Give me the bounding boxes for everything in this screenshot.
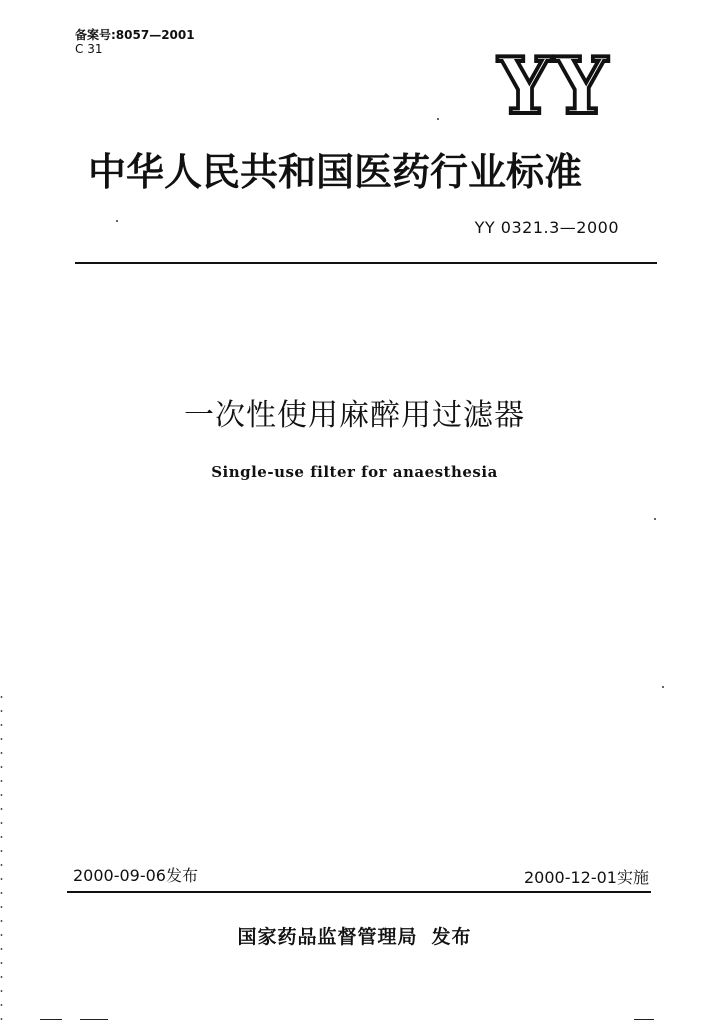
classification-code: C 31 bbox=[75, 42, 103, 56]
scan-mark bbox=[634, 1019, 654, 1020]
issuing-authority: 国家药品监督管理局 bbox=[237, 926, 418, 948]
issuing-statement bbox=[0, 924, 709, 950]
scan-speck bbox=[654, 518, 656, 520]
scan-mark bbox=[40, 1019, 62, 1020]
issue-date: 2000-09-06发布 bbox=[73, 866, 198, 885]
document-subtitle-english: Single-use filter for anaesthesia bbox=[211, 463, 498, 481]
issue-action: 发布 bbox=[431, 926, 472, 948]
standard-mark-logo: YY bbox=[498, 41, 612, 132]
scan-speck bbox=[116, 220, 118, 222]
implementation-date: 2000-12-01实施 bbox=[524, 868, 649, 887]
scan-speck bbox=[662, 686, 664, 688]
scan-edge-dots bbox=[0, 690, 3, 1030]
scan-speck bbox=[437, 118, 439, 120]
standard-number: YY 0321.3—2000 bbox=[474, 218, 619, 237]
record-number: 备案号:8057—2001 bbox=[75, 28, 195, 42]
scan-mark bbox=[80, 1019, 108, 1020]
document-title: 一次性使用麻醉用过滤器 bbox=[184, 398, 525, 433]
header-divider bbox=[75, 262, 657, 264]
organization-title: 中华人民共和国医药行业标准 bbox=[88, 150, 583, 194]
footer-divider bbox=[67, 891, 651, 893]
